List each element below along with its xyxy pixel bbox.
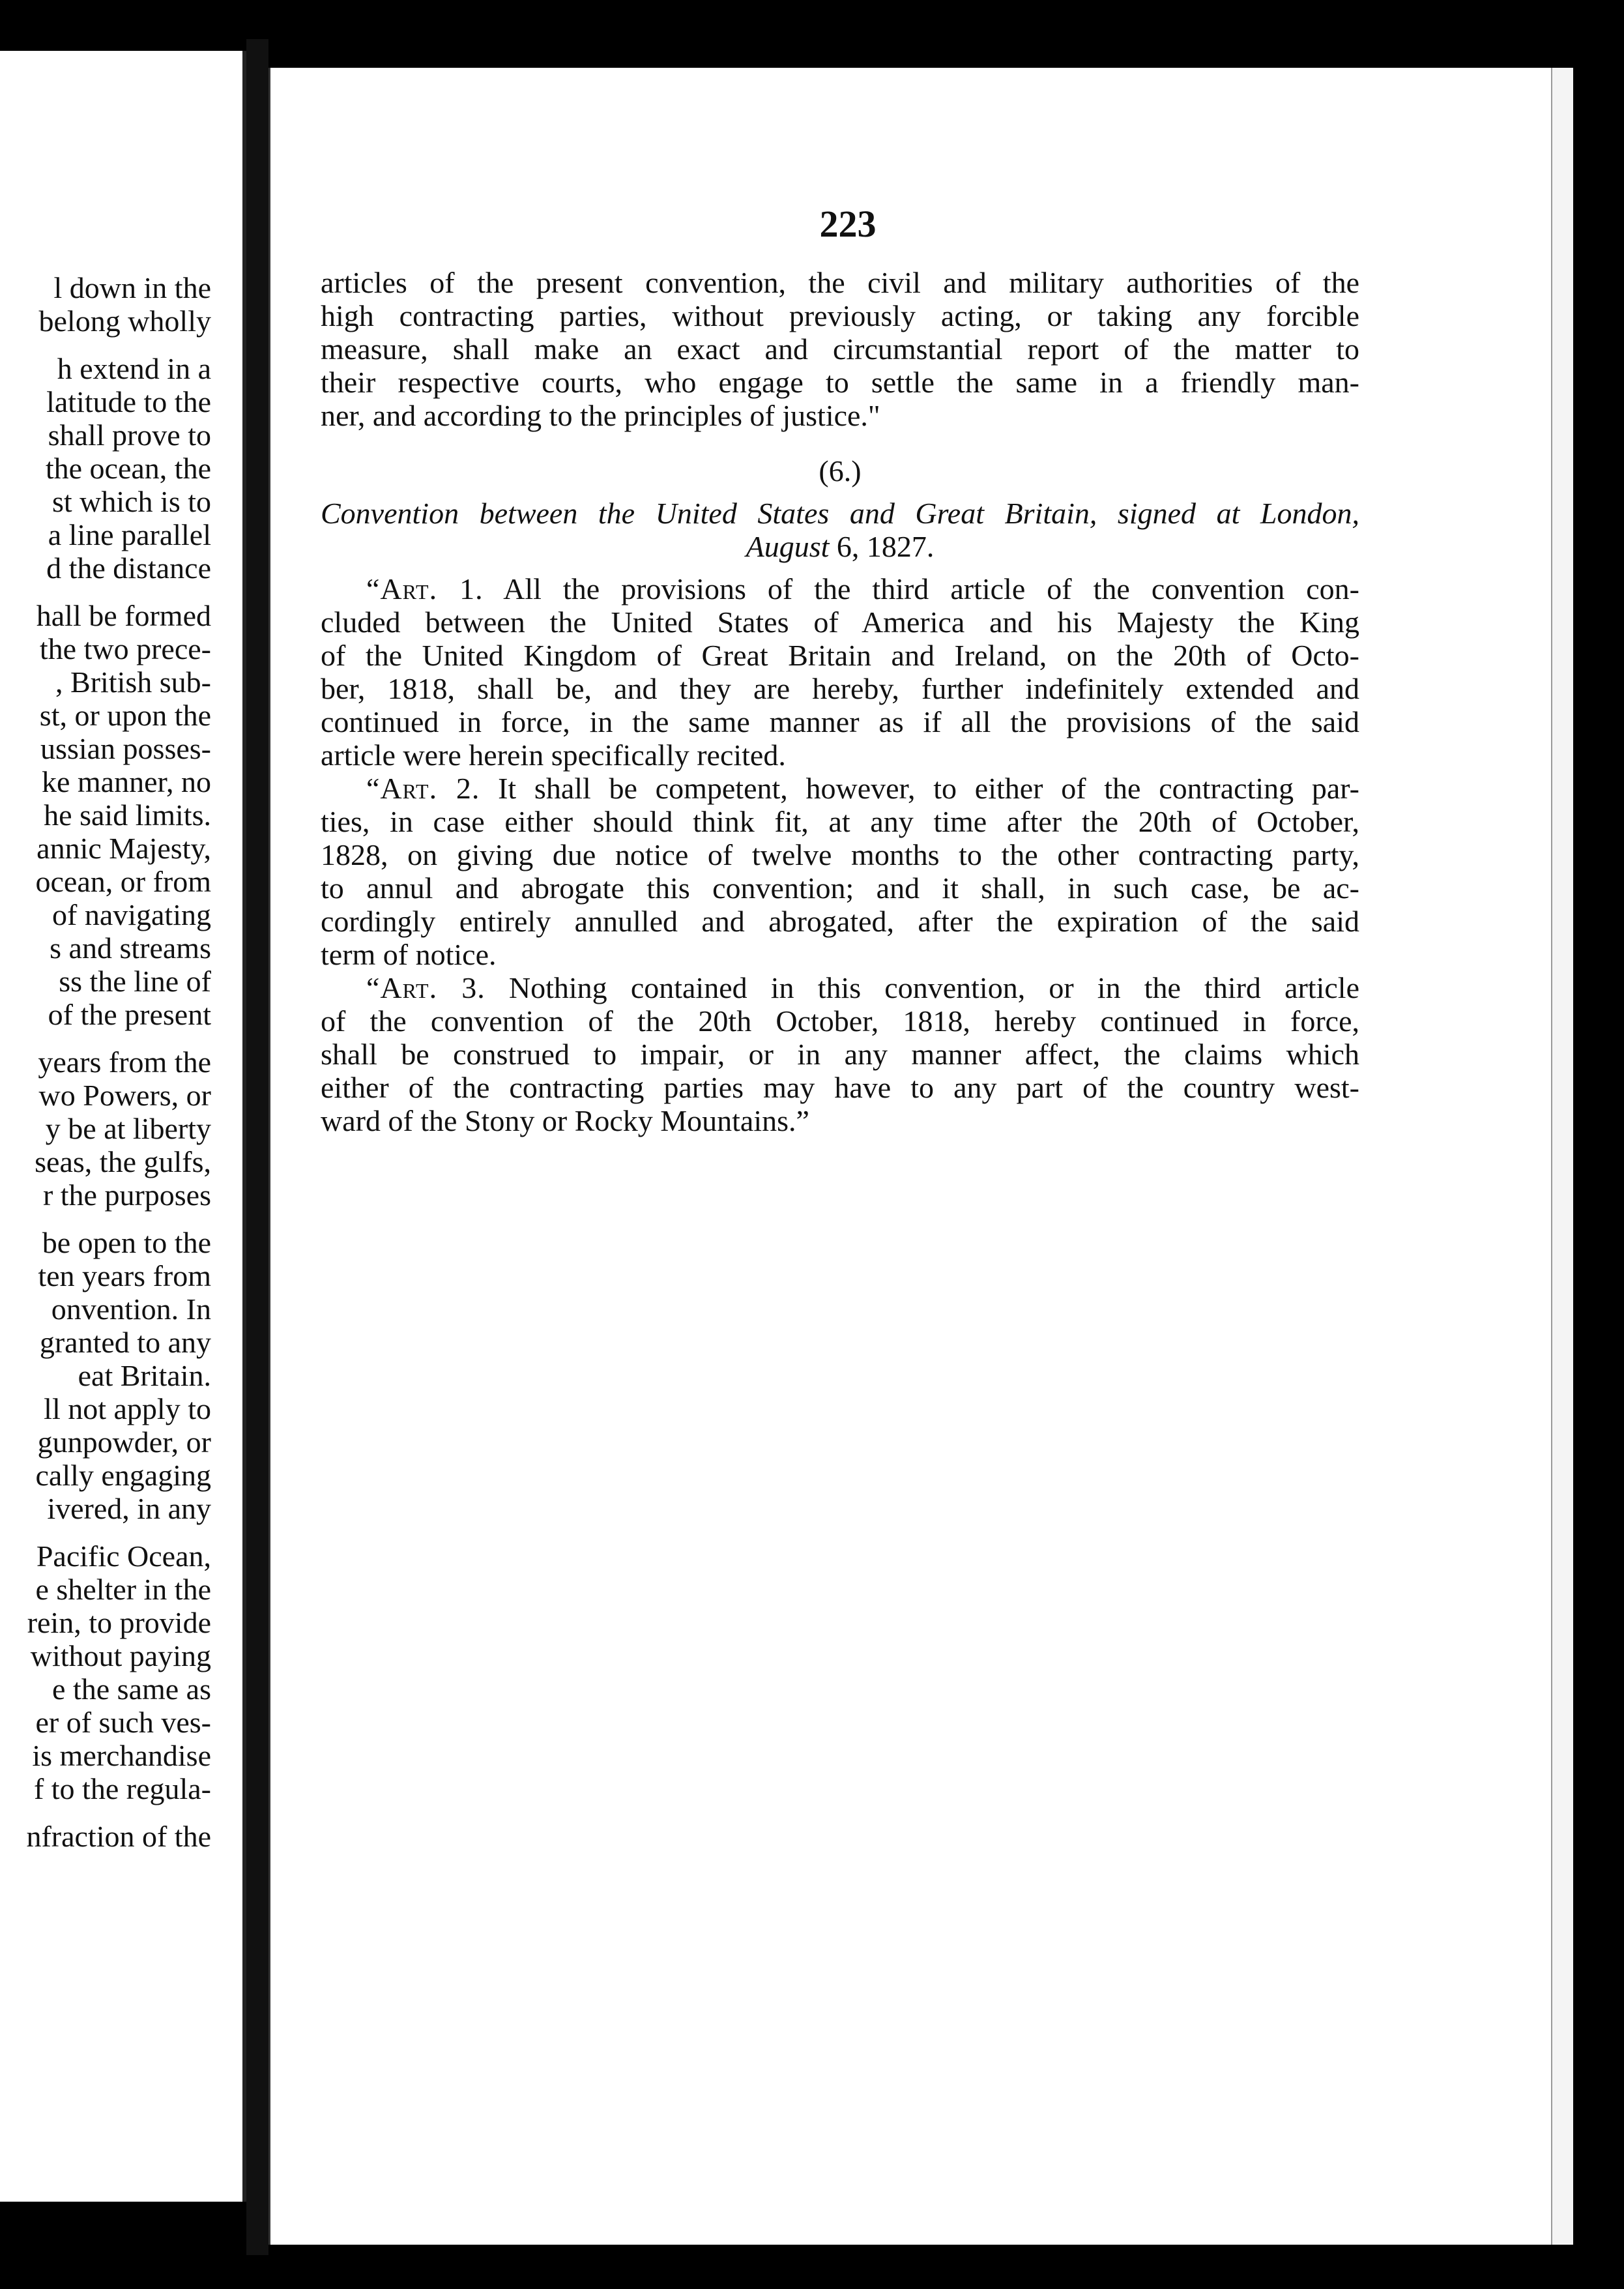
text-line: ties, in case either should think fit, at any time after the 20th of October, — [321, 805, 1359, 838]
left-text-line: years from the — [38, 1045, 211, 1079]
left-text-line: ussian posses- — [40, 732, 211, 765]
intro-paragraph — [321, 266, 1359, 432]
text-line: “Art. 3. Nothing contained in this convention, or in the third article — [366, 971, 1359, 1004]
left-text-line: onvention. In — [51, 1292, 211, 1326]
article-3 — [321, 971, 1359, 1137]
left-text-line: belong wholly — [38, 304, 211, 338]
left-text-line: ll not apply to — [44, 1392, 211, 1425]
left-text-line: nfraction of the — [26, 1820, 211, 1853]
left-text-line: er of such ves- — [35, 1706, 211, 1739]
text-line: high contracting parties, without previously acting, or taking any forcible — [321, 299, 1359, 332]
section-date — [321, 530, 1359, 563]
left-text-line: Pacific Ocean, — [36, 1539, 211, 1573]
left-text-line: s and streams — [50, 931, 211, 965]
left-text-line: ke manner, no — [41, 765, 211, 798]
page-number: 223 — [819, 203, 877, 245]
page-body — [321, 266, 1359, 1137]
left-text-line: ten years from — [38, 1259, 211, 1292]
left-text-line: h extend in a — [57, 352, 211, 385]
left-text-line: y be at liberty — [45, 1112, 211, 1145]
book-gutter — [246, 39, 268, 2255]
left-text-line: st which is to — [51, 485, 211, 518]
left-text-line: st, or upon the — [39, 699, 211, 732]
left-text-line: is merchandise — [32, 1739, 211, 1772]
section-date-rest: 6, 1827. — [829, 530, 935, 563]
left-text-line: f to the regula- — [33, 1772, 211, 1805]
text-line: ber, 1818, shall be, and they are hereby, further indefinitely extended and — [321, 672, 1359, 705]
left-text-line: l down in the — [53, 271, 211, 304]
article-1 — [321, 572, 1359, 772]
text-line: 1828, on giving due notice of twelve months to the other contracting party, — [321, 838, 1359, 871]
text-line: either of the contracting parties may have to any part of the country west- — [321, 1071, 1359, 1104]
article-label: “Art. 2. — [366, 772, 480, 805]
text-line: to annul and abrogate this convention; and it shall, in such case, be ac- — [321, 871, 1359, 905]
section-date-month: August — [746, 530, 830, 563]
text-line: “Art. 2. It shall be competent, however, to either of the contracting par- — [366, 772, 1359, 805]
left-text-line: e the same as — [52, 1672, 211, 1706]
section-title: Convention between the United States and Great Britain, signed at London, — [321, 497, 1359, 530]
article-label: “Art. 1. — [366, 572, 484, 605]
text-line: of the United Kingdom of Great Britain and Ireland, on the 20th of Octo- — [321, 639, 1359, 672]
left-text-line: r the purposes — [42, 1178, 211, 1212]
text-line: their respective courts, who engage to settle the same in a friendly man- — [321, 366, 1359, 399]
left-text-line: ocean, or from — [35, 865, 211, 898]
text-line: cordingly entirely annulled and abrogated, after the expiration of the said — [321, 905, 1359, 938]
text-line: of the convention of the 20th October, 1818, hereby continued in force, — [321, 1004, 1359, 1038]
left-text-line: latitude to the — [46, 385, 211, 418]
section-number: (6.) — [819, 454, 862, 488]
left-text-line: d the distance — [46, 551, 211, 585]
left-text-line: of the present — [48, 998, 211, 1031]
text-line: measure, shall make an exact and circumstantial report of the matter to — [321, 332, 1359, 366]
text-line: articles of the present convention, the civil and military authorities of the — [321, 266, 1359, 299]
left-text-line: he said limits. — [44, 798, 211, 832]
left-text-line: rein, to provide — [27, 1606, 211, 1639]
text-line: shall be construed to impair, or in any manner affect, the claims which — [321, 1038, 1359, 1071]
page-edge — [1551, 68, 1573, 2245]
left-text-line: the two prece- — [39, 632, 211, 665]
left-text-line: hall be formed — [36, 599, 211, 632]
article-label: “Art. 3. — [366, 971, 486, 1004]
left-text-line: annic Majesty, — [36, 832, 211, 865]
left-text-line: seas, the gulfs, — [35, 1145, 211, 1178]
left-text-line: eat Britain. — [78, 1359, 211, 1392]
left-page-fragment — [0, 51, 246, 2202]
left-text-line: shall prove to — [48, 418, 211, 452]
text-line: cluded between the United States of America and his Majesty the King — [321, 605, 1359, 639]
left-text-line: ss the line of — [59, 965, 211, 998]
text-line: ward of the Stony or Rocky Mountains.” — [321, 1104, 809, 1137]
text-line: “Art. 1. All the provisions of the third article of the convention con- — [366, 572, 1359, 605]
left-text-line: the ocean, the — [45, 452, 211, 485]
left-text-line: wo Powers, or — [38, 1079, 211, 1112]
text-line: article were herein specifically recited. — [321, 738, 786, 772]
left-text-line: a line parallel — [48, 518, 211, 551]
left-text-line: cally engaging — [35, 1459, 211, 1492]
left-text-line: gunpowder, or — [37, 1425, 211, 1459]
left-text-line: granted to any — [39, 1326, 211, 1359]
text-line: term of notice. — [321, 938, 497, 971]
left-text-line: ivered, in any — [47, 1492, 211, 1525]
left-text-line: e shelter in the — [35, 1573, 211, 1606]
text-line: ner, and according to the principles of justice." — [321, 399, 880, 432]
article-2 — [321, 772, 1359, 971]
left-text-line: of navigating — [52, 898, 211, 931]
left-text-line: without paying — [30, 1639, 211, 1672]
left-text-line: , British sub- — [55, 665, 211, 699]
text-line: continued in force, in the same manner as if all the provisions of the said — [321, 705, 1359, 738]
left-text-line: be open to the — [42, 1226, 211, 1259]
